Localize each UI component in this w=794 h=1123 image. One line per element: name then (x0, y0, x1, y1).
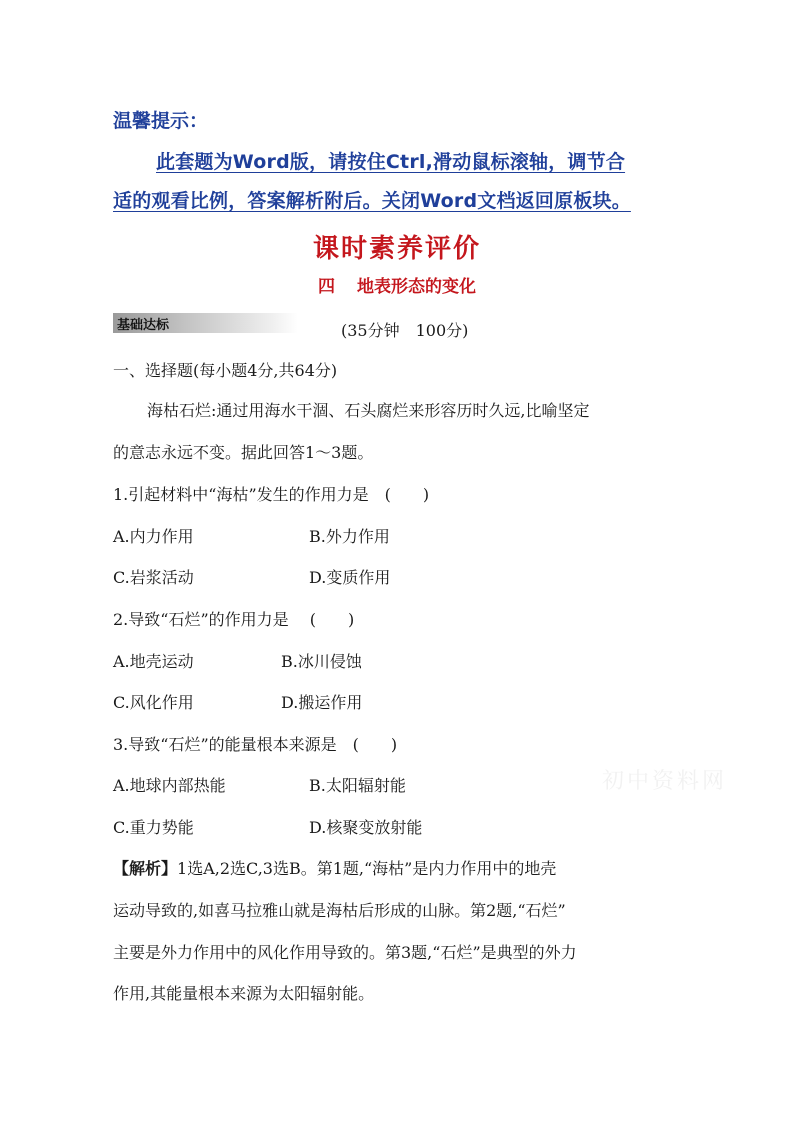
answer-line-2: 运动导致的,如喜马拉雅山就是海枯后形成的山脉。第2题,“石烂” (113, 901, 566, 920)
watermark: 初中资料网 (602, 769, 728, 794)
answer-line-4: 作用,其能量根本来源为太阳辐射能。 (113, 984, 375, 1003)
tip-instruction-line-1: 此套题为Word版，请按住Ctrl,滑动鼠标滚轴，调节合 (156, 151, 626, 173)
page-title: 课时素养评价 (312, 234, 481, 264)
answer-text-1: 1选A,2选C,3选B。第1题,“海枯”是内力作用中的地壳 (177, 859, 557, 878)
tip-title: 温馨提示： (113, 110, 209, 132)
question-1-option-c: C.岩浆活动 (113, 568, 194, 587)
section-number: 四 (318, 277, 335, 297)
answer-line-1 (113, 856, 556, 879)
material-line-1: 海枯石烂:通过用海水干涸、石头腐烂来形容历时久远,比喻坚定 (147, 401, 590, 420)
material-line-2: 的意志永远不变。据此回答1～3题。 (113, 443, 374, 462)
section-title: 地表形态的变化 (357, 277, 476, 297)
question-1-option-a: A.内力作用 (113, 527, 194, 546)
question-1-stem: 1.引起材料中“海枯”发生的作用力是 ( ) (113, 485, 430, 504)
question-3-option-b: B.太阳辐射能 (309, 776, 406, 795)
answer-line-3: 主要是外力作用中的风化作用导致的。第3题,“石烂”是典型的外力 (113, 943, 577, 962)
question-2-option-d: D.搬运作用 (281, 693, 363, 712)
question-2-option-b: B.冰川侵蚀 (281, 652, 362, 671)
question-2-option-a: A.地壳运动 (113, 652, 194, 671)
tip-instruction-line-2: 适的观看比例，答案解析附后。关闭Word文档返回原板块。 (113, 190, 631, 212)
level-badge (113, 313, 298, 333)
question-section-heading: 一、选择题(每小题4分,共64分) (113, 361, 338, 380)
question-3-stem: 3.导致“石烂”的能量根本来源是 ( ) (113, 735, 398, 754)
question-2-option-c: C.风化作用 (113, 693, 194, 712)
section-heading (0, 272, 794, 297)
question-2-stem: 2.导致“石烂”的作用力是 ( ) (113, 610, 355, 629)
question-3-option-c: C.重力势能 (113, 818, 194, 837)
question-1-option-b: B.外力作用 (309, 527, 390, 546)
badge-label: 基础达标 (117, 318, 170, 333)
time-limit: (35分钟 100分) (341, 321, 469, 340)
answer-label: 【解析】 (113, 859, 178, 878)
question-3-option-d: D.核聚变放射能 (309, 818, 423, 837)
question-1-option-d: D.变质作用 (309, 568, 391, 587)
question-3-option-a: A.地球内部热能 (113, 776, 226, 795)
